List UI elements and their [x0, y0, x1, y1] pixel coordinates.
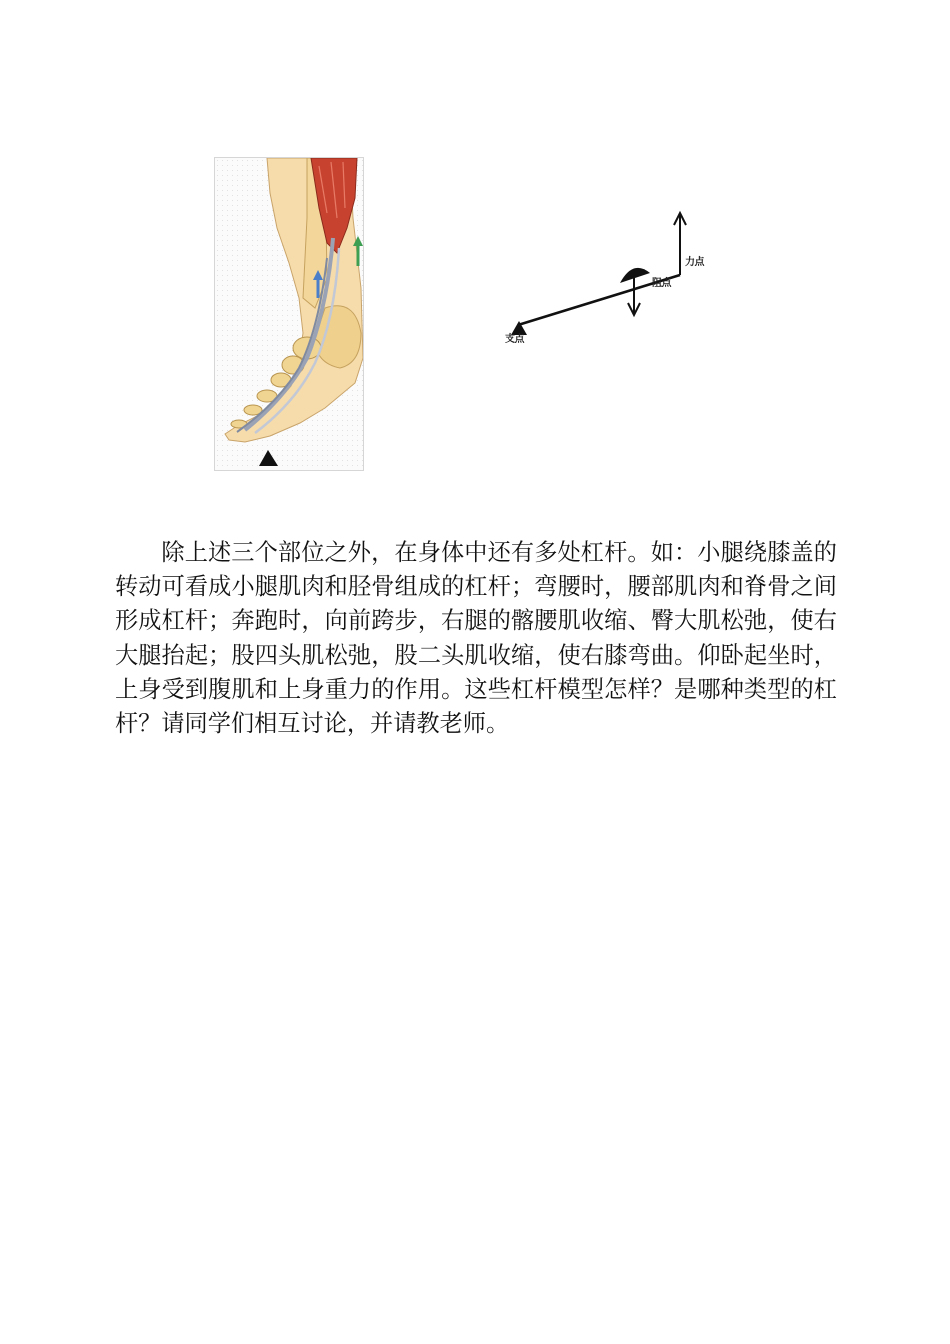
fulcrum-label: 支点 — [505, 334, 524, 345]
foot-anatomy-illustration — [214, 157, 364, 471]
force-point-label: 力点 — [685, 257, 704, 268]
resistance-point-label: 阻点 — [652, 278, 671, 289]
body-paragraph: 除上述三个部位之外，在身体中还有多处杠杆。如：小腿绕膝盖的转动可看成小腿肌肉和胫骨组成的杠杆；弯腰时，腰部肌肉和脊骨之间形成杠杆；奔跑时，向前跨步，右腿的髂腰肌收缩、臀大肌松弛，使右大腿抬起；股四头肌松弛，股二头肌收缩，使右膝弯曲。仰卧起坐时，上身受到腹肌和上身重力的作用。这些杠杆模型怎样？是哪种类型的杠杆？请同学们相互讨论，并请教老师。 — [115, 539, 837, 738]
lever-diagram — [500, 205, 725, 355]
